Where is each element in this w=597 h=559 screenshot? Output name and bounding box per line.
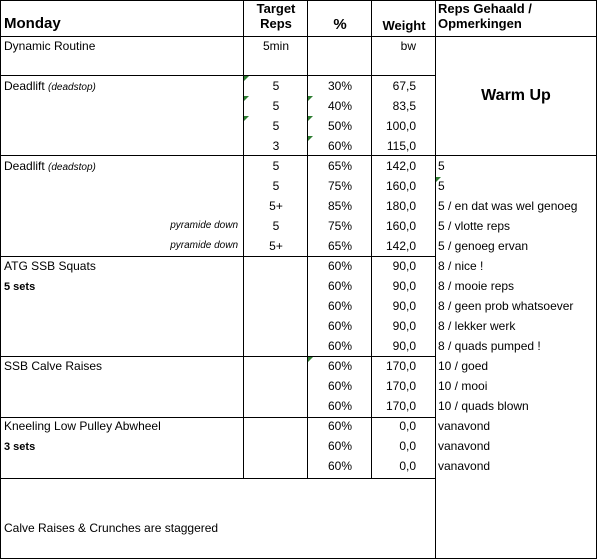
cell-notes[interactable]: 5: [438, 179, 445, 193]
table-row: [0, 296, 597, 316]
cell-percent[interactable]: 60%: [327, 259, 353, 273]
cell-weight[interactable]: 90,0: [392, 299, 416, 313]
comment-indicator-icon: [244, 96, 249, 101]
table-row: [0, 116, 597, 136]
table-row: [0, 36, 597, 56]
comment-indicator-icon: [308, 96, 313, 101]
footer-note[interactable]: Calve Raises & Crunches are staggered: [4, 521, 219, 535]
cell-weight[interactable]: 170,0: [385, 379, 416, 393]
cell-notes[interactable]: vanavond: [438, 439, 491, 453]
exercise-name: ATG SSB Squats: [4, 259, 96, 273]
comment-indicator-icon: [308, 116, 313, 121]
table-row: [0, 416, 597, 436]
cell-percent[interactable]: 65%: [327, 159, 353, 173]
cell-percent[interactable]: 60%: [327, 279, 353, 293]
cell-weight[interactable]: 0,0: [399, 419, 416, 433]
comment-indicator-icon: [436, 177, 441, 182]
cell-percent[interactable]: 50%: [327, 119, 353, 133]
header-divider: [0, 36, 597, 37]
table-row: [0, 336, 597, 356]
cell-weight[interactable]: 90,0: [392, 259, 416, 273]
cell-weight[interactable]: 170,0: [385, 359, 416, 373]
cell-target-reps[interactable]: 5: [272, 119, 280, 133]
cell-percent[interactable]: 60%: [327, 419, 353, 433]
cell-target-reps[interactable]: 5: [272, 79, 280, 93]
cell-weight[interactable]: bw: [400, 39, 416, 53]
cell-exercise[interactable]: [4, 356, 240, 376]
comment-indicator-icon: [244, 116, 249, 121]
table-row: [0, 316, 597, 336]
cell-notes[interactable]: 5 / en dat was wel genoeg: [438, 199, 578, 213]
warmup-label[interactable]: Warm Up: [481, 87, 551, 104]
cell-weight[interactable]: 90,0: [392, 279, 416, 293]
table-row: [0, 176, 597, 196]
cell-exercise[interactable]: [4, 256, 240, 276]
cell-notes[interactable]: 8 / mooie reps: [438, 279, 515, 293]
comment-indicator-icon: [308, 357, 313, 362]
cell-target-reps[interactable]: 5: [272, 219, 280, 233]
cell-sub-note[interactable]: pyramide down: [170, 220, 238, 231]
cell-notes[interactable]: 10 / mooi: [438, 379, 488, 393]
cell-exercise[interactable]: [4, 156, 240, 178]
table-row: [0, 76, 597, 96]
cell-target-reps[interactable]: 5+: [269, 239, 283, 253]
table-row: [0, 136, 597, 156]
cell-exercise[interactable]: [4, 276, 240, 297]
exercise-note: (deadstop): [48, 82, 96, 93]
cell-notes[interactable]: 10 / goed: [438, 359, 489, 373]
table-row: [0, 436, 597, 456]
table-row: [0, 396, 597, 416]
exercise-name: 5 sets: [4, 281, 36, 293]
cell-percent[interactable]: 60%: [327, 439, 353, 453]
cell-target-reps[interactable]: 5min: [262, 39, 289, 53]
top-border: [0, 0, 597, 1]
cell-percent[interactable]: 60%: [327, 459, 353, 473]
column-divider: [243, 0, 244, 478]
cell-percent[interactable]: 60%: [327, 319, 353, 333]
cell-notes[interactable]: 8 / lekker werk: [438, 319, 516, 333]
cell-target-reps[interactable]: 5+: [269, 199, 283, 213]
cell-weight[interactable]: 160,0: [385, 219, 416, 233]
cell-notes[interactable]: 5 / vlotte reps: [438, 219, 511, 233]
left-border: [0, 0, 1, 559]
cell-notes[interactable]: 8 / quads pumped !: [438, 339, 541, 353]
table-row: [0, 156, 597, 176]
table-row: [0, 256, 597, 276]
cell-weight[interactable]: 83,5: [392, 99, 416, 113]
cell-percent[interactable]: 60%: [327, 359, 353, 373]
table-row: [0, 236, 597, 256]
table-row: [0, 196, 597, 216]
cell-notes[interactable]: 5 / genoeg ervan: [438, 239, 529, 253]
cell-weight[interactable]: 115,0: [386, 139, 416, 153]
exercise-name: 3 sets: [4, 441, 36, 453]
cell-notes[interactable]: vanavond: [438, 419, 491, 433]
cell-percent[interactable]: 60%: [327, 379, 353, 393]
cell-target-reps[interactable]: 3: [272, 139, 280, 153]
cell-percent[interactable]: 30%: [327, 79, 353, 93]
exercise-name: SSB Calve Raises: [4, 359, 103, 373]
cell-target-reps[interactable]: 5: [272, 99, 280, 113]
table-row: [0, 376, 597, 396]
cell-target-reps[interactable]: 5: [272, 179, 280, 193]
cell-weight[interactable]: 160,0: [385, 179, 416, 193]
header-weight[interactable]: Weight: [382, 18, 426, 33]
table-row: [0, 56, 597, 76]
column-divider: [307, 0, 308, 478]
cell-percent[interactable]: 60%: [327, 139, 353, 153]
comment-indicator-icon: [244, 76, 249, 81]
table-row: [0, 96, 597, 116]
table-row: [0, 276, 597, 296]
table-row: [0, 456, 597, 476]
section-divider: [0, 155, 597, 156]
cell-percent[interactable]: 85%: [327, 199, 353, 213]
exercise-name: Deadlift: [4, 79, 45, 93]
cell-weight[interactable]: 100,0: [385, 119, 416, 133]
cell-percent[interactable]: 75%: [327, 219, 353, 233]
cell-weight[interactable]: 0,0: [399, 439, 416, 453]
cell-notes[interactable]: 8 / nice !: [438, 259, 484, 273]
cell-exercise[interactable]: [4, 36, 240, 56]
cell-percent[interactable]: 75%: [327, 179, 353, 193]
cell-notes[interactable]: 10 / quads blown: [438, 399, 529, 413]
table-row: [0, 356, 597, 376]
column-divider: [435, 0, 436, 559]
cell-exercise[interactable]: [4, 76, 240, 98]
cell-weight[interactable]: 90,0: [392, 319, 416, 333]
cell-weight[interactable]: 90,0: [392, 339, 416, 353]
exercise-name: Kneeling Low Pulley Abwheel: [4, 419, 161, 433]
exercise-note: (deadstop): [48, 162, 96, 173]
cell-percent[interactable]: 60%: [327, 299, 353, 313]
cell-weight[interactable]: 142,0: [385, 159, 416, 173]
section-divider: [0, 478, 436, 479]
header-percent[interactable]: %: [333, 16, 347, 33]
cell-percent[interactable]: 40%: [327, 99, 353, 113]
header-day[interactable]: Monday: [4, 15, 61, 32]
cell-notes[interactable]: 5: [438, 159, 445, 173]
cell-percent[interactable]: 60%: [327, 399, 353, 413]
cell-weight[interactable]: 170,0: [385, 399, 416, 413]
cell-target-reps[interactable]: 5: [272, 159, 280, 173]
column-divider: [371, 0, 372, 478]
cell-notes[interactable]: vanavond: [438, 459, 491, 473]
exercise-name: Deadlift: [4, 159, 45, 173]
cell-percent[interactable]: 60%: [327, 339, 353, 353]
cell-exercise[interactable]: [4, 416, 240, 436]
cell-weight[interactable]: 142,0: [385, 239, 416, 253]
exercise-name: Dynamic Routine: [4, 39, 96, 53]
cell-notes[interactable]: 8 / geen prob whatsoever: [438, 299, 574, 313]
comment-indicator-icon: [308, 136, 313, 141]
header-notes[interactable]: Reps Gehaald / Opmerkingen: [438, 1, 532, 31]
header-target-reps[interactable]: Target Reps: [256, 1, 296, 31]
cell-weight[interactable]: 0,0: [399, 459, 416, 473]
cell-exercise[interactable]: [4, 436, 240, 457]
cell-sub-note[interactable]: pyramide down: [170, 240, 238, 251]
cell-weight[interactable]: 67,5: [392, 79, 416, 93]
cell-weight[interactable]: 180,0: [385, 199, 416, 213]
table-row: [0, 216, 597, 236]
cell-percent[interactable]: 65%: [327, 239, 353, 253]
